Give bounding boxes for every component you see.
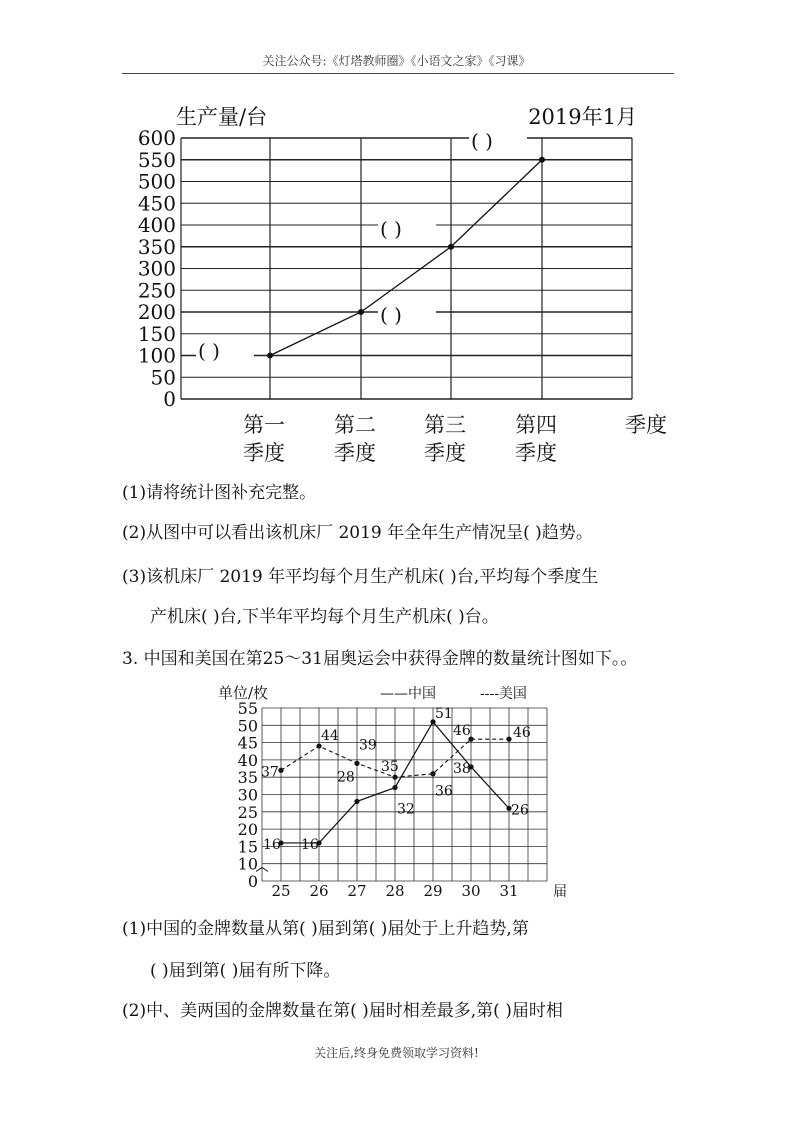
question-3-1b: ( )届到第( )届有所下降。 bbox=[150, 961, 341, 981]
chart1-x-label-line1: 第三 bbox=[424, 413, 466, 437]
chart2-y-tick-label: 45 bbox=[237, 733, 258, 753]
chart1-ylabel: 生产量/台 bbox=[176, 105, 268, 129]
chart2-legend-china: ——中国 bbox=[380, 686, 436, 702]
chart2-grid bbox=[256, 705, 547, 881]
chart1-y-tick-label: 300 bbox=[137, 256, 176, 281]
chart2-usa-point bbox=[430, 771, 435, 776]
chart1-y-tick-label: 250 bbox=[137, 278, 176, 303]
chart2-china-data-label: 51 bbox=[435, 705, 453, 722]
chart2-y-tick-label: 50 bbox=[237, 716, 258, 736]
chart1-y-tick-label: 450 bbox=[137, 191, 176, 216]
question-2-2: (2)从图中可以看出该机床厂 2019 年全年生产情况呈( )趋势。 bbox=[122, 523, 593, 543]
chart2-x-tick-label: 29 bbox=[423, 882, 443, 900]
chart2-y-tick-label: 35 bbox=[237, 768, 258, 788]
chart1-y-tick-label: 200 bbox=[137, 300, 176, 324]
header-rule bbox=[122, 73, 674, 74]
chart2-china-data-label: 32 bbox=[397, 801, 415, 818]
chart1-x-axis-label: 季度 bbox=[625, 413, 667, 437]
chart2-series bbox=[261, 706, 531, 853]
chart1-y-tick-label: 100 bbox=[137, 343, 176, 368]
production-chart bbox=[0, 90, 793, 570]
chart2-y-tick-label: 55 bbox=[237, 699, 258, 718]
chart2-usa-point bbox=[354, 761, 359, 766]
chart2-x-unit: 届 bbox=[553, 884, 567, 900]
chart2-usa-point bbox=[506, 737, 511, 742]
chart1-series bbox=[267, 157, 545, 359]
chart2-x-tick-label: 28 bbox=[385, 882, 405, 900]
chart2-x-tick-label: 30 bbox=[461, 882, 481, 900]
chart1-point bbox=[358, 309, 364, 315]
chart2-y-tick-label: 10 bbox=[237, 854, 258, 874]
chart2-china-data-label: 16 bbox=[301, 836, 319, 853]
chart1-x-label-line2: 季度 bbox=[424, 441, 466, 465]
chart1-x-label-line2: 季度 bbox=[334, 441, 376, 465]
chart2-usa-point bbox=[278, 768, 283, 773]
chart1-x-label-line1: 第二 bbox=[334, 413, 376, 437]
chart1-point bbox=[267, 353, 273, 359]
chart2-x-tick-label: 26 bbox=[309, 882, 329, 900]
chart2-ylabel: 单位/枚 bbox=[218, 684, 269, 702]
chart2-x-tick-label: 27 bbox=[347, 882, 367, 900]
chart2-china-point bbox=[392, 785, 397, 790]
chart2-y-tick-label: 25 bbox=[237, 802, 258, 822]
chart2-y-tick-label: 40 bbox=[237, 750, 258, 770]
question-3-2: (2)中、美两国的金牌数量在第( )届时相差最多,第( )届时相 bbox=[122, 1001, 563, 1021]
chart1-x-labels bbox=[243, 413, 557, 465]
chart2-x-tick-label: 25 bbox=[271, 882, 291, 900]
chart1-blank: ( ) bbox=[198, 339, 220, 363]
chart1-x-label-line1: 第一 bbox=[243, 413, 285, 437]
chart1-y-tick-label: 150 bbox=[137, 321, 176, 346]
chart2-china-point bbox=[354, 799, 359, 804]
chart2-usa-data-label: 35 bbox=[381, 759, 399, 776]
chart1-blank: ( ) bbox=[380, 217, 402, 241]
chart1-y-ticks bbox=[138, 126, 176, 411]
question-3-1a: (1)中国的金牌数量从第( )届到第( )届处于上升趋势,第 bbox=[122, 919, 529, 939]
question-3-title: 3. 中国和美国在第25～31届奥运会中获得金牌的数量统计图如下。。 bbox=[122, 649, 638, 669]
page-header: 关注公众号:《灯塔教师圈》《小语文之家》《习课》 bbox=[262, 54, 531, 68]
chart1-y-tick-label: 350 bbox=[137, 234, 176, 259]
chart2-y-ticks bbox=[238, 699, 258, 891]
chart1-x-label-line1: 第四 bbox=[515, 413, 557, 437]
chart1-y-tick-label: 400 bbox=[137, 213, 176, 237]
chart2-usa-data-label: 46 bbox=[453, 723, 471, 740]
chart2-y-tick-label: 20 bbox=[237, 820, 258, 840]
chart2-usa-data-label: 36 bbox=[435, 783, 453, 800]
chart2-china-data-label: 26 bbox=[511, 802, 529, 819]
chart2-usa-data-label: 44 bbox=[321, 728, 339, 745]
chart1-x-label-line2: 季度 bbox=[243, 441, 285, 465]
chart1-y-tick-label: 0 bbox=[163, 387, 176, 411]
chart1-blank: ( ) bbox=[471, 129, 493, 153]
chart2-usa-point bbox=[392, 775, 397, 780]
chart1-blank: ( ) bbox=[380, 303, 402, 327]
question-2-3b: 产机床( )台,下半年平均每个月生产机床( )台。 bbox=[150, 607, 499, 627]
chart2-china-data-label: 38 bbox=[453, 760, 471, 777]
olympic-gold-chart bbox=[0, 678, 793, 908]
chart1-y-tick-label: 500 bbox=[137, 169, 176, 194]
chart2-y-tick-label: 30 bbox=[237, 785, 258, 805]
chart2-y-tick-label: 0 bbox=[247, 872, 258, 891]
chart2-legend-usa: ----美国 bbox=[480, 686, 527, 702]
chart1-point bbox=[448, 244, 454, 250]
chart2-x-ticks bbox=[271, 882, 518, 900]
chart1-y-tick-label: 600 bbox=[137, 126, 176, 150]
chart2-x-tick-label: 31 bbox=[499, 882, 519, 900]
chart2-usa-data-label: 46 bbox=[513, 725, 531, 742]
chart2-usa-point bbox=[316, 743, 321, 748]
chart2-usa-data-label: 37 bbox=[261, 764, 279, 781]
chart1-x-label-line2: 季度 bbox=[515, 441, 557, 465]
question-2-1: (1)请将统计图补充完整。 bbox=[122, 483, 317, 503]
chart2-y-tick-label: 15 bbox=[237, 837, 258, 857]
chart1-y-tick-label: 50 bbox=[150, 365, 176, 390]
chart2-china-data-label: 28 bbox=[337, 769, 355, 786]
chart2-china-data-label: 16 bbox=[263, 836, 281, 853]
chart1-y-tick-label: 550 bbox=[137, 147, 176, 172]
chart1-date: 2019年1月 bbox=[528, 105, 637, 129]
question-2-3a: (3)该机床厂 2019 年平均每个月生产机床( )台,平均每个季度生 bbox=[122, 567, 599, 587]
chart1-point bbox=[539, 157, 545, 163]
chart2-usa-data-label: 39 bbox=[359, 737, 377, 754]
page-footer: 关注后,终身免费领取学习资料! bbox=[314, 1046, 479, 1060]
